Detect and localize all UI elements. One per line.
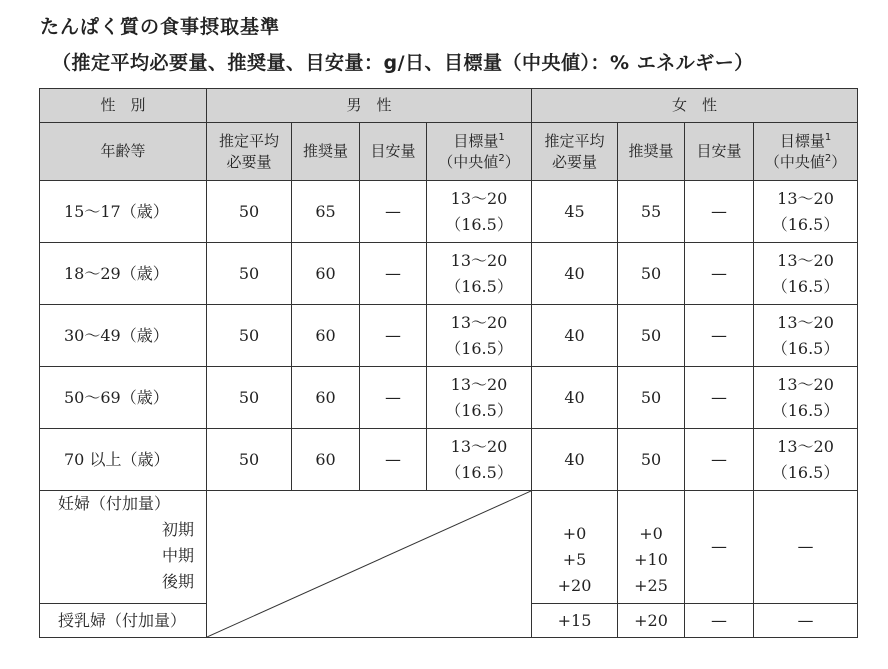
pregnant-rda-mid: +10 xyxy=(634,550,668,569)
dg-median: （16.5） xyxy=(445,400,513,420)
dg-median: （16.5） xyxy=(445,462,513,482)
male-ai-cell: — xyxy=(360,429,427,491)
male-dg-cell xyxy=(427,181,532,243)
female-ai-cell: — xyxy=(685,305,754,367)
female-dg-cell xyxy=(754,367,858,429)
female-ai-cell: — xyxy=(685,367,754,429)
dg-median: （16.5） xyxy=(445,276,513,296)
header-male-dg xyxy=(427,123,532,181)
table-row xyxy=(40,305,858,367)
age-cell: 30～49（歳） xyxy=(40,305,207,367)
male-dg-cell xyxy=(427,243,532,305)
header-median-close: ） xyxy=(831,152,847,171)
header-female-dg xyxy=(754,123,858,181)
dg-median: （16.5） xyxy=(445,214,513,234)
header-female-ai: 目安量 xyxy=(685,123,754,181)
title-line-1: たんぱく質の食事摂取基準 xyxy=(40,16,281,38)
pregnant-rda-late: +25 xyxy=(634,576,668,595)
dg-range: 13～20 xyxy=(450,188,508,208)
footnote-1: 1 xyxy=(824,131,832,143)
male-ai-cell: — xyxy=(360,181,427,243)
female-ear-cell: 40 xyxy=(532,367,618,429)
table-row-pregnant xyxy=(40,491,858,604)
table-row xyxy=(40,243,858,305)
male-dg-cell xyxy=(427,367,532,429)
table-row xyxy=(40,181,858,243)
lactating-label: 授乳婦（付加量） xyxy=(40,604,207,638)
pregnant-ai-cell: — xyxy=(685,491,754,604)
table-row xyxy=(40,429,858,491)
male-not-applicable-cell xyxy=(207,491,532,638)
dg-range: 13～20 xyxy=(777,374,834,394)
male-rda-cell: 60 xyxy=(292,429,360,491)
lactating-ear-cell: +15 xyxy=(532,604,618,638)
lactating-rda-cell: +20 xyxy=(618,604,685,638)
pregnant-dg-cell: — xyxy=(754,491,858,604)
header-age: 年齢等 xyxy=(40,123,207,181)
male-ear-cell: 50 xyxy=(207,305,292,367)
header-female: 女 性 xyxy=(532,89,858,123)
dg-range: 13～20 xyxy=(450,374,508,394)
dg-range: 13～20 xyxy=(450,436,508,456)
dg-range: 13～20 xyxy=(777,188,834,208)
header-dg-label: 目標量 xyxy=(779,131,825,150)
age-cell: 15～17（歳） xyxy=(40,181,207,243)
female-dg-cell xyxy=(754,305,858,367)
female-rda-cell: 55 xyxy=(618,181,685,243)
diagonal-line xyxy=(207,491,531,637)
male-ear-cell: 50 xyxy=(207,243,292,305)
header-sex: 性 別 xyxy=(40,89,207,123)
female-ear-cell: 40 xyxy=(532,305,618,367)
pregnant-ear-mid: +5 xyxy=(562,550,587,569)
female-dg-cell xyxy=(754,429,858,491)
dg-median: （16.5） xyxy=(771,276,840,296)
female-dg-cell xyxy=(754,181,858,243)
female-rda-cell: 50 xyxy=(618,429,685,491)
female-ear-cell: 40 xyxy=(532,243,618,305)
title-line-2: （推定平均必要量、推奨量、目安量：g/日、目標量（中央値）：% エネルギー） xyxy=(52,52,754,74)
pregnant-label: 妊婦（付加量） xyxy=(58,494,171,513)
male-ear-cell: 50 xyxy=(207,429,292,491)
pregnant-ear-cell xyxy=(532,491,618,604)
age-cell: 50～69（歳） xyxy=(40,367,207,429)
male-rda-cell: 65 xyxy=(292,181,360,243)
male-rda-cell: 60 xyxy=(292,243,360,305)
header-male: 男 性 xyxy=(207,89,532,123)
dg-median: （16.5） xyxy=(771,400,840,420)
pregnant-rda-cell xyxy=(618,491,685,604)
male-dg-cell xyxy=(427,305,532,367)
male-dg-cell xyxy=(427,429,532,491)
female-ai-cell: — xyxy=(685,243,754,305)
dg-median: （16.5） xyxy=(771,462,840,482)
pregnant-early-label: 初期 xyxy=(161,520,194,539)
lactating-ai-cell: — xyxy=(685,604,754,638)
dg-median: （16.5） xyxy=(771,214,840,234)
female-dg-cell xyxy=(754,243,858,305)
header-dg-label: 目標量 xyxy=(453,131,499,150)
dg-median: （16.5） xyxy=(771,338,840,358)
female-ai-cell: — xyxy=(685,181,754,243)
female-rda-cell: 50 xyxy=(618,243,685,305)
header-male-rda: 推奨量 xyxy=(292,123,360,181)
header-female-ear xyxy=(532,123,618,181)
age-cell: 18～29（歳） xyxy=(40,243,207,305)
footnote-2: 2 xyxy=(498,152,505,164)
male-ai-cell: — xyxy=(360,305,427,367)
pregnant-ear-late: +20 xyxy=(557,576,592,595)
header-median-open: （中央値 xyxy=(438,152,499,171)
female-rda-cell: 50 xyxy=(618,367,685,429)
pregnant-rda-early: +0 xyxy=(639,524,663,543)
male-ai-cell: — xyxy=(360,243,427,305)
female-ear-cell: 45 xyxy=(532,181,618,243)
header-male-ai: 目安量 xyxy=(360,123,427,181)
male-ai-cell: — xyxy=(360,367,427,429)
female-rda-cell: 50 xyxy=(618,305,685,367)
lactating-dg-cell: — xyxy=(754,604,858,638)
header-ear-line1: 推定平均 xyxy=(544,131,605,150)
footnote-2: 2 xyxy=(824,152,832,164)
pregnant-late-label: 後期 xyxy=(161,572,194,591)
dg-range: 13～20 xyxy=(777,250,834,270)
male-ear-cell: 50 xyxy=(207,367,292,429)
dg-range: 13～20 xyxy=(777,312,834,332)
dg-range: 13～20 xyxy=(450,312,508,332)
female-ai-cell: — xyxy=(685,429,754,491)
footnote-1: 1 xyxy=(498,131,505,143)
header-ear-line1: 推定平均 xyxy=(218,131,279,150)
dg-range: 13～20 xyxy=(450,250,508,270)
table-row xyxy=(40,367,858,429)
male-ear-cell: 50 xyxy=(207,181,292,243)
dg-range: 13～20 xyxy=(777,436,834,456)
header-ear-line2: 必要量 xyxy=(226,152,272,171)
header-median-open: （中央値 xyxy=(764,152,825,171)
male-rda-cell: 60 xyxy=(292,367,360,429)
male-rda-cell: 60 xyxy=(292,305,360,367)
age-cell: 70 以上（歳） xyxy=(40,429,207,491)
header-female-rda: 推奨量 xyxy=(618,123,685,181)
header-median-close: ） xyxy=(504,152,520,171)
dg-median: （16.5） xyxy=(445,338,513,358)
female-ear-cell: 40 xyxy=(532,429,618,491)
protein-intake-table xyxy=(39,88,858,638)
pregnant-label-cell xyxy=(40,491,207,604)
pregnant-ear-early: +0 xyxy=(562,524,587,543)
header-ear-line2: 必要量 xyxy=(552,152,598,171)
header-male-ear xyxy=(207,123,292,181)
pregnant-mid-label: 中期 xyxy=(161,546,194,565)
